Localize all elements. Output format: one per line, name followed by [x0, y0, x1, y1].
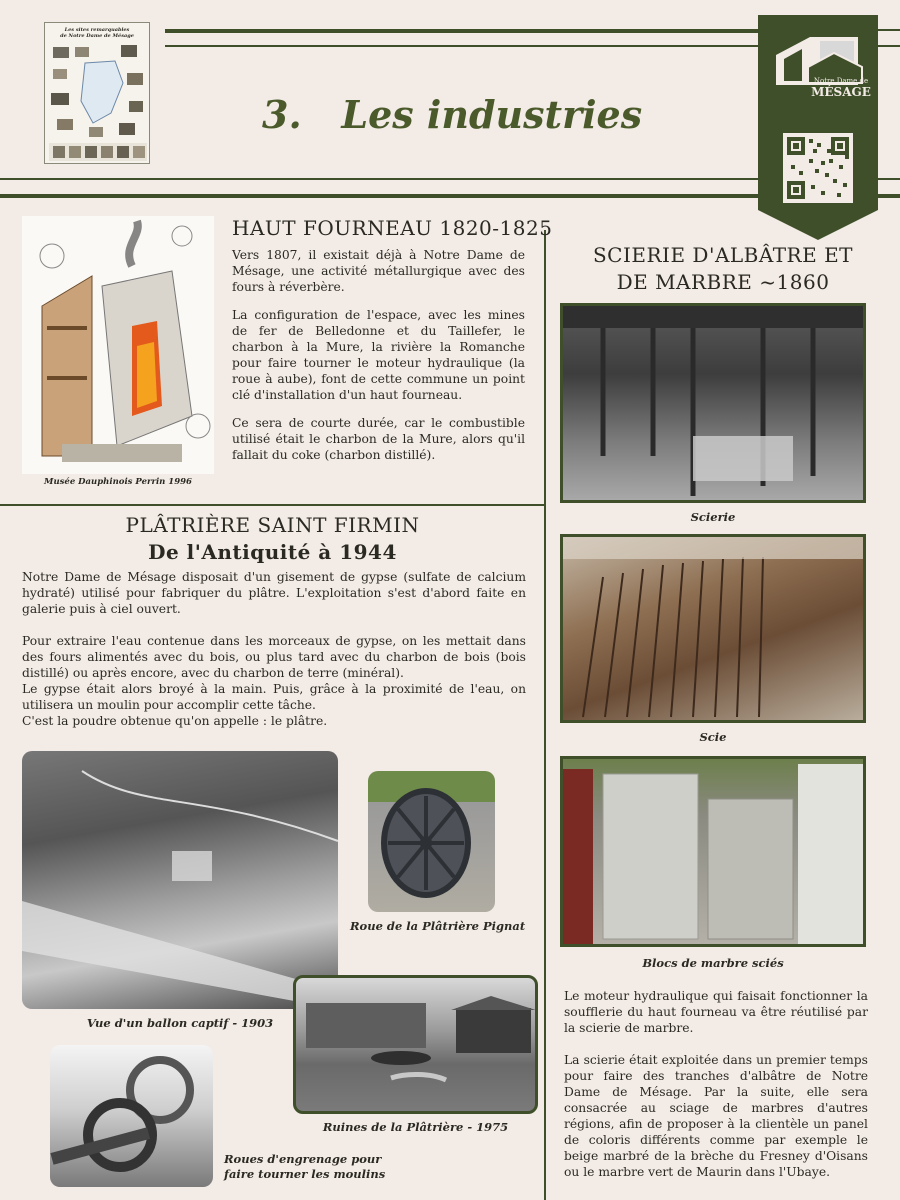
platriere-paragraph: Pour extraire l'eau contenue dans les morceaux de gypse, on les mettait dans des fours alimentés avec du bois, ou plus tard avec du charbon de bois (bois distillé) ou après encore, avec du charbon de terre (minéral). — [22, 634, 526, 680]
haut-fourneau-paragraph: La configuration de l'espace, avec les mines de fer de Belledonne et du Taillefer, le charbon à la Mure, la rivière la Romanche pour faire tourner le moteur hydraulique (la roue à aube), font de cette commune un point clé d'installation d'un haut fourneau. — [232, 308, 525, 402]
page-title — [262, 92, 642, 137]
roues-engrenage-photo — [50, 1045, 213, 1187]
roues-engrenage-caption: Roues d'engrenage pour faire tourner les moulins — [224, 1152, 386, 1181]
blocs-marbre-photo — [560, 756, 866, 947]
ballon-captif-caption: Vue d'un ballon captif - 1903 — [86, 1016, 274, 1030]
header-rule-bottom-thin — [0, 178, 758, 180]
platriere-paragraph: C'est la poudre obtenue qu'on appelle : le plâtre. — [22, 714, 328, 728]
scierie-title: SCIERIE D'ALBÂTRE ET DE MARBRE ~1860 — [592, 243, 854, 294]
platriere-title: PLÂTRIÈRE SAINT FIRMIN De l'Antiquité à 1944 — [125, 513, 420, 564]
thumbnail-map-graphic — [45, 23, 150, 164]
header-rule-right-thin-2 — [878, 45, 900, 47]
header-rule-right-bottom-2 — [878, 194, 900, 198]
scierie-photo — [560, 303, 866, 503]
commune-badge — [758, 15, 878, 240]
haut-fourneau-text — [232, 247, 525, 475]
haut-fourneau-paragraph: Vers 1807, il existait déjà à Notre Dame de Mésage, une activité métallurgique avec des fours à réverbère. — [232, 248, 525, 294]
section-number: 3. — [262, 92, 302, 137]
header-rule-bottom-thick — [0, 194, 758, 198]
header-rule-right-thin — [878, 29, 900, 31]
ruines-platriere-caption: Ruines de la Plâtrière - 1975 — [322, 1120, 509, 1134]
ruines-platriere-photo — [293, 975, 538, 1114]
vertical-divider — [544, 230, 546, 1200]
header-rule-top-thick — [165, 29, 758, 33]
scierie-text — [564, 988, 868, 1192]
haut-fourneau-caption: Musée Dauphinois Perrin 1996 — [44, 477, 192, 487]
platriere-paragraph: Le gypse était alors broyé à la main. Puis, grâce à la proximité de l'eau, on utilisera un moulin pour accomplir cette tâche. — [22, 682, 526, 712]
scierie-caption: Scierie — [690, 510, 736, 524]
haut-fourneau-illustration — [22, 216, 214, 474]
platriere-paragraph: Notre Dame de Mésage disposait d'un gisement de gypse (sulfate de calcium hydraté) utilisé pour fabriquer du plâtre. L'exploitation s'est d'abord faite en galerie puis à ciel ouvert. — [22, 570, 526, 616]
scierie-paragraph: La scierie était exploitée dans un premier temps pour faire des tranches d'albâtre de Notre Dame de Mésage. Par la suite, elle sera consacrée au sciage de marbres d'autres régions, afin de proposer à la clientèle un panel de coloris différents comme par exemple le beige marbré de la brèche du Fresney d'Oisans ou le marbre vert de Maurin dans l'Ubaye. — [564, 1053, 868, 1179]
header-rule-right-bottom — [878, 178, 900, 180]
scie-photo — [560, 534, 866, 723]
horizontal-divider — [0, 504, 545, 506]
scie-caption: Scie — [699, 730, 727, 744]
haut-fourneau-title: HAUT FOURNEAU 1820-1825 — [232, 216, 553, 240]
thumbnail-title: Les sites remarquables de Notre Dame de Mésage — [60, 27, 134, 39]
blocs-marbre-caption: Blocs de marbre sciés — [642, 956, 784, 970]
section-title: Les industries — [341, 92, 643, 137]
ballon-captif-photo — [22, 751, 338, 1009]
header-rule-top-thin — [165, 45, 758, 47]
roue-platriere-caption: Roue de la Plâtrière Pignat — [350, 919, 526, 933]
haut-fourneau-paragraph: Ce sera de courte durée, car le combustible utilisé était le charbon de la Mure, alors qu'il fallait du coke (charbon distillé). — [232, 416, 525, 462]
roue-platriere-photo — [368, 771, 495, 912]
platriere-text — [22, 569, 526, 729]
badge-text: Notre Dame de MÉSAGE — [811, 77, 871, 99]
scierie-paragraph: Le moteur hydraulique qui faisait fonctionner la soufflerie du haut fourneau va être réutilisé par la scierie de marbre. — [564, 989, 868, 1035]
site-map-thumbnail — [44, 22, 150, 164]
